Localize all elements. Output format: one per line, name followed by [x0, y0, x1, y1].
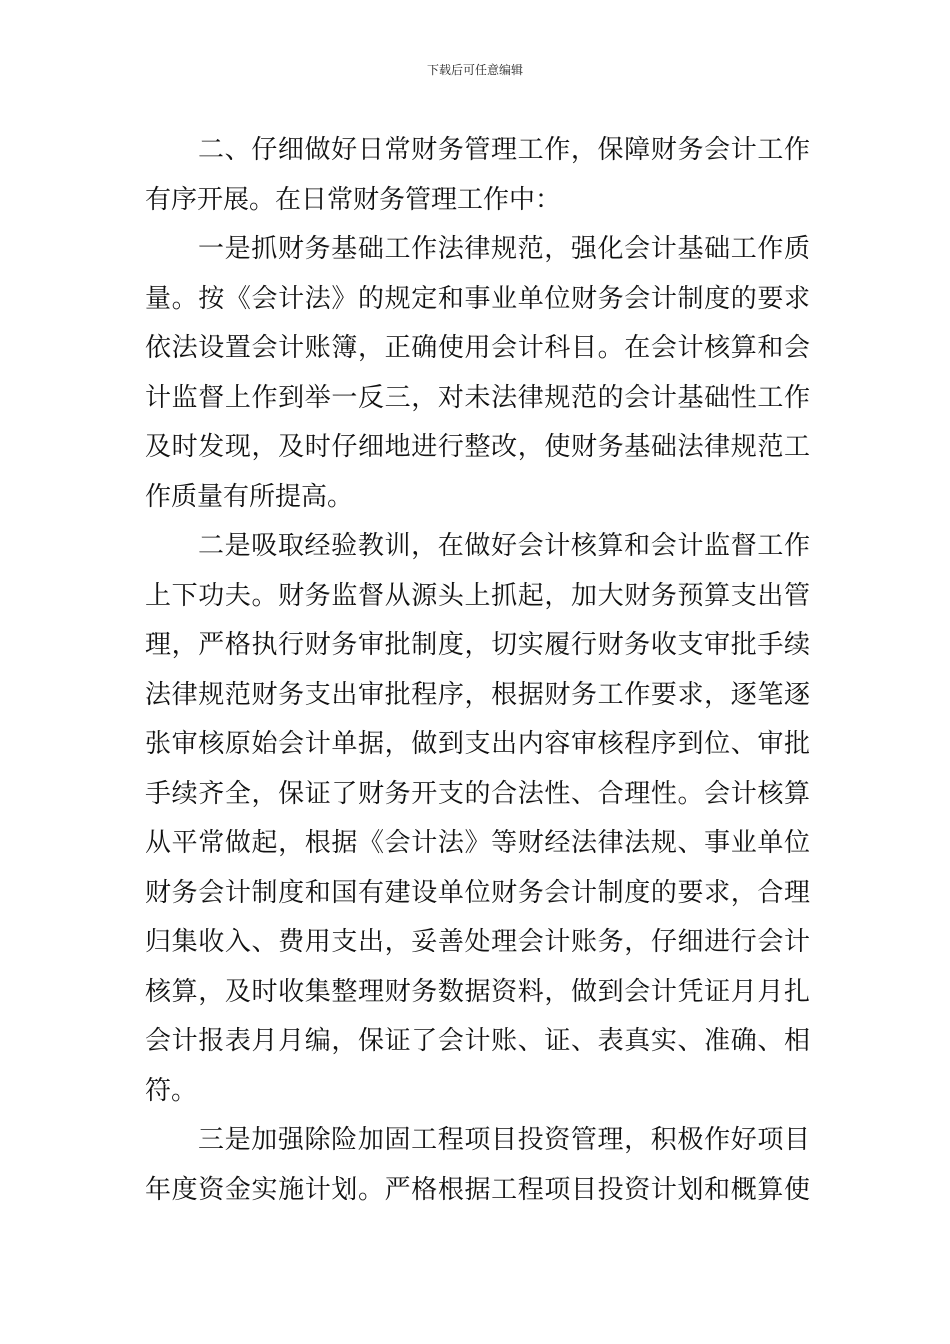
text-line: 会计报表月月编，保证了会计账、证、表真实、准确、相 [145, 1026, 810, 1056]
text-line: 三是加强除险加固工程项目投资管理，积极作好项目 [198, 1125, 810, 1155]
text-line: 符。 [145, 1075, 198, 1106]
text-line: 作质量有所提高。 [145, 481, 354, 512]
text-line: 财务会计制度和国有建设单位财务会计制度的要求，合理 [145, 877, 810, 908]
text-line: 及时发现，及时仔细地进行整改，使财务基础法律规范工 [145, 432, 810, 462]
text-line: 计监督上作到举一反三，对未法律规范的会计基础性工作 [145, 382, 810, 413]
document-body [145, 126, 810, 1215]
text-line: 从平常做起，根据《会计法》等财经法律法规、事业单位 [145, 828, 810, 858]
text-line: 法律规范财务支出审批程序，根据财务工作要求，逐笔逐 [145, 679, 810, 710]
text-line: 有序开展。在日常财务管理工作中： [145, 184, 562, 215]
text-line: 一是抓财务基础工作法律规范，强化会计基础工作质 [198, 234, 810, 264]
text-line: 二、仔细做好日常财务管理工作，保障财务会计工作 [198, 135, 810, 165]
text-line: 张审核原始会计单据，做到支出内容审核程序到位、审批 [145, 729, 810, 759]
page-header: 下载后可任意编辑 [426, 63, 523, 77]
text-line: 量。按《会计法》的规定和事业单位财务会计制度的要求 [145, 283, 810, 314]
text-line: 年度资金实施计划。严格根据工程项目投资计划和概算使 [145, 1174, 810, 1205]
text-line: 手续齐全，保证了财务开支的合法性、合理性。会计核算 [145, 778, 810, 809]
text-line: 理，严格执行财务审批制度，切实履行财务收支审批手续 [145, 630, 810, 660]
text-line: 依法设置会计账簿，正确使用会计科目。在会计核算和会 [145, 333, 810, 363]
text-line: 上下功夫。财务监督从源头上抓起，加大财务预算支出管 [145, 580, 810, 611]
text-line: 核算，及时收集整理财务数据资料，做到会计凭证月月扎 [145, 976, 810, 1007]
text-line: 二是吸取经验教训，在做好会计核算和会计监督工作 [198, 531, 810, 561]
text-line: 归集收入、费用支出，妥善处理会计账务，仔细进行会计 [145, 927, 810, 957]
